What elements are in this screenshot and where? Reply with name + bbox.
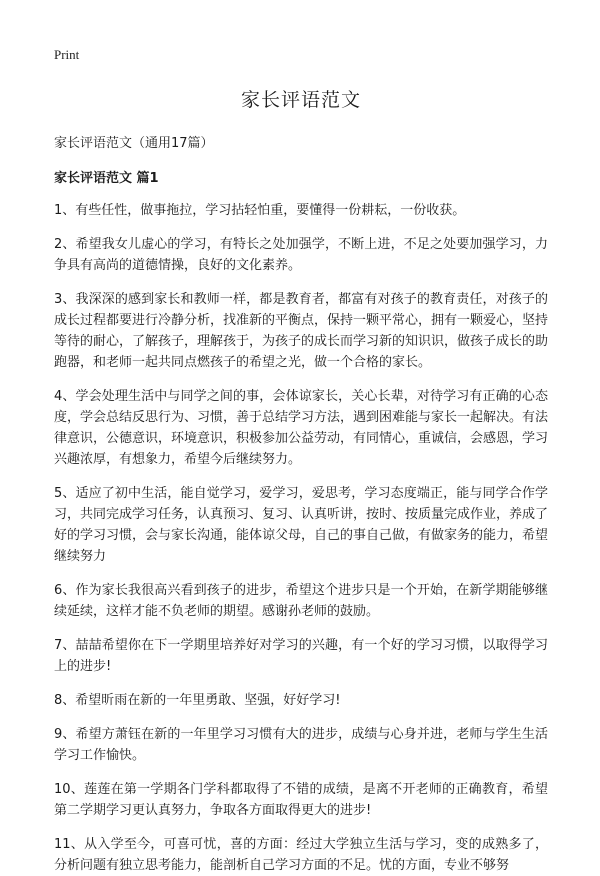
paragraph-6: 6、作为家长我很高兴看到孩子的进步，希望这个进步只是一个开始，在新学期能够继续延续，这样才能不负老师的期望。感谢孙老师的鼓励。	[54, 583, 548, 619]
paragraph-7: 7、喆喆希望你在下一学期里培养好对学习的兴趣，有一个好的学习习惯，以取得学习上的进步!	[54, 638, 548, 674]
paragraph-4: 4、学会处理生活中与同学之间的事，会体谅家长，关心长辈，对待学习有正确的心态度，学会总结反思行为、习惯，善于总结学习方法，遇到困难能与家长一起解决。有法律意识，公德意识，环境意识，积极参加公益劳动，有同情心，重诚信，会感恩，学习兴趣浓厚，有想象力，希望今后继续努力。	[54, 389, 549, 467]
paragraph-1: 1、有些任性，做事拖拉，学习拈轻怕重，要懂得一份耕耘，一份收获。	[54, 203, 466, 218]
paragraph-8: 8、希望昕雨在新的一年里勇敢、坚强，好好学习!	[54, 693, 341, 708]
section-heading: 家长评语范文 篇1	[54, 171, 159, 186]
document-subtitle: 家长评语范文（通用17篇）	[54, 136, 214, 151]
page-title: 家长评语范文	[240, 89, 361, 111]
paragraph-11: 11、从入学至今，可喜可忧，喜的方面：经过大学独立生活与学习，变的成熟多了，分析问题有独立思考能力，能剖析自己学习方面的不足。忧的方面，专业不够努	[54, 837, 548, 873]
paragraph-5: 5、适应了初中生活，能自觉学习，爱学习，爱思考，学习态度端正，能与同学合作学习，共同完成学习任务，认真预习、复习、认真听讲，按时、按质量完成作业，养成了好的学习习惯，会与家长沟通，能体谅父母，自己的事自己做，有做家务的能力，希望继续努力	[54, 486, 549, 564]
paragraph-9: 9、希望方萧钰在新的一年里学习习惯有大的进步，成绩与心身并进，老师与学生生活学习工作愉快。	[54, 727, 548, 763]
paragraph-2: 2、希望我女儿虚心的学习，有特长之处加强学，不断上进，不足之处要加强学习，力争具有高尚的道德情操，良好的文化素养。	[54, 237, 548, 273]
paragraph-3: 3、我深深的感到家长和教师一样，都是教育者，都富有对孩子的教育责任，对孩子的成长过程都要进行冷静分析，找准新的平衡点，保持一颗平常心，拥有一颗爱心，坚持等待的耐心，了解孩子，理解孩于，为孩子的成长而学习新的知识识，做孩子成长的助跑器，和老师一起共同点燃孩子的希望之光，做一个合格的家长。	[54, 292, 549, 370]
print-link[interactable]: Print	[54, 47, 80, 62]
paragraph-10: 10、莲莲在第一学期各门学科都取得了不错的成绩，是离不开老师的正确教育，希望第二学期学习更认真努力，争取各方面取得更大的进步!	[54, 782, 548, 818]
